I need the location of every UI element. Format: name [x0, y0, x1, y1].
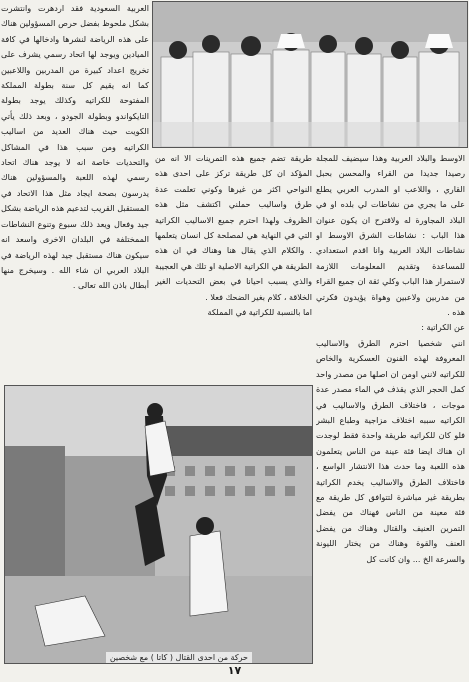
article-column-middle: طريقة تضم جميع هذه التمرينات الا انه من المؤكد ان كل طريقة تركز على احدى هذه النواحي اكثر من غيرها وكوني تعلمت عدة طرق واساليب حملني اكتشف مثل هذه الظروف ولهذا احترم جميع الاساليب الكراتية التي في النهاية هي لمصلحة كل انسان يتعلمها . والكلام الذي يقال هنا وهناك في ان هذه الطريقة هي الكراتية الاصلية او تلك هي العجيبة والذي يسبب احيانا في بعض التحديات الغير الخلاقة ، كلام بغير الضحك فعلا . اما بالنسبة للكراتية في المملكة: [155, 153, 312, 318]
group-photo-image: [153, 2, 467, 147]
group-photo: [152, 1, 468, 148]
photo-caption: حركة من احدى القتال ( كاتا ) مع شخصين: [106, 652, 252, 663]
karate-action-photo: [4, 385, 313, 664]
article-column-top-left: العربية السعودية فقد اردهرت وانتشرت بشكل ملحوظ بفضل حرص المسؤولين هناك على هذه الرياضة لنشرها وادخالها في كافة الميادين ويوجد لها اتحاد رسمي يشرف على تخريج اعداد كبيرة من المدربين واللاعبين كما انه يقيم كل سنة بطولة المملكة المفتوحة للكراتيه وكذلك يوجد بطولة التايكواندو وبطولة الجودو ، وبعد ذلك يأتي الكويت حيث هناك العديد من اساليب الكراتيه ومن سبب هذا في المشاكل والتحديات خاصة انه لا يوجد هناك اتحاد رسمي لهذه اللعبة والمسؤولين هناك يدرسون بصحة ايجاد مثل هذا الاتحاد في المستقبل القريب لتدعيم هذه الرياضة بشكل جيد وفعال ويعد ذلك سبوع وتنوع النشاطات الممختلفة في البلدان الاخرى واسعد انه سيكون هناك مستقبل جيد لهذه الرياضة في البلاد العربي ان شاء الله . وسيخرج منها أبطال باذن الله تعالى .: [1, 3, 149, 291]
karate-action-image: [5, 386, 312, 663]
article-column-right: الاوسط والبلاد العربية وهذا سيضيف للمجلة رصيدا جديدا من القراء والمحسن بحبل القاري ، واللاعب او المدرب العربي يطلع على ما يجري من نشاطات لي بلده او في البلاد المجاورة له ولاقترح ان يكون عنوان هذا الباب : نشاطات الشرق الاوسط او نشاطات البلاد العربية وانا اقدم استعدادي للمساعدة وتقديم المعلومات اللازمة لاستمرار هذا الباب وكلي ثقة ان جميع القراء من مدربين ولاعبين وهواة يؤيدون فكرتي هذه . عن الكراتية : انني شخصيا احترم الطرق والاساليب المعروفة لهذه الفنون العسكرية والخاص للكراتيه لانني اومن ان اصلها من مصدر واحد كمل الحجر الذي يقذف في الماء مصدر عدة موجات ، فاختلاف الطرق والاساليب في الكراتيه سببه اختلاف مزاجية وطباع البشر فلو كان للكراتيه طريقة واحدة فقط لوجدت ان هناك ايضا فئة عينة من الناس يتعلمون هذه اللعبة وما حدث هذا الانتشار الواسع ، فاختلاف الطرق والاساليب يخدم الكراتية بطريقة غير مباشرة لتتوافق كل طريقة مع فئة معينة من الناس فهناك من يفضل التمرين العنيف والقتال وهناك من يفضل العنف والقوة وهناك من يختار الليونة والسرعة الخ ... وان كانت كل: [316, 153, 465, 564]
page-number: ١٧: [227, 664, 242, 677]
